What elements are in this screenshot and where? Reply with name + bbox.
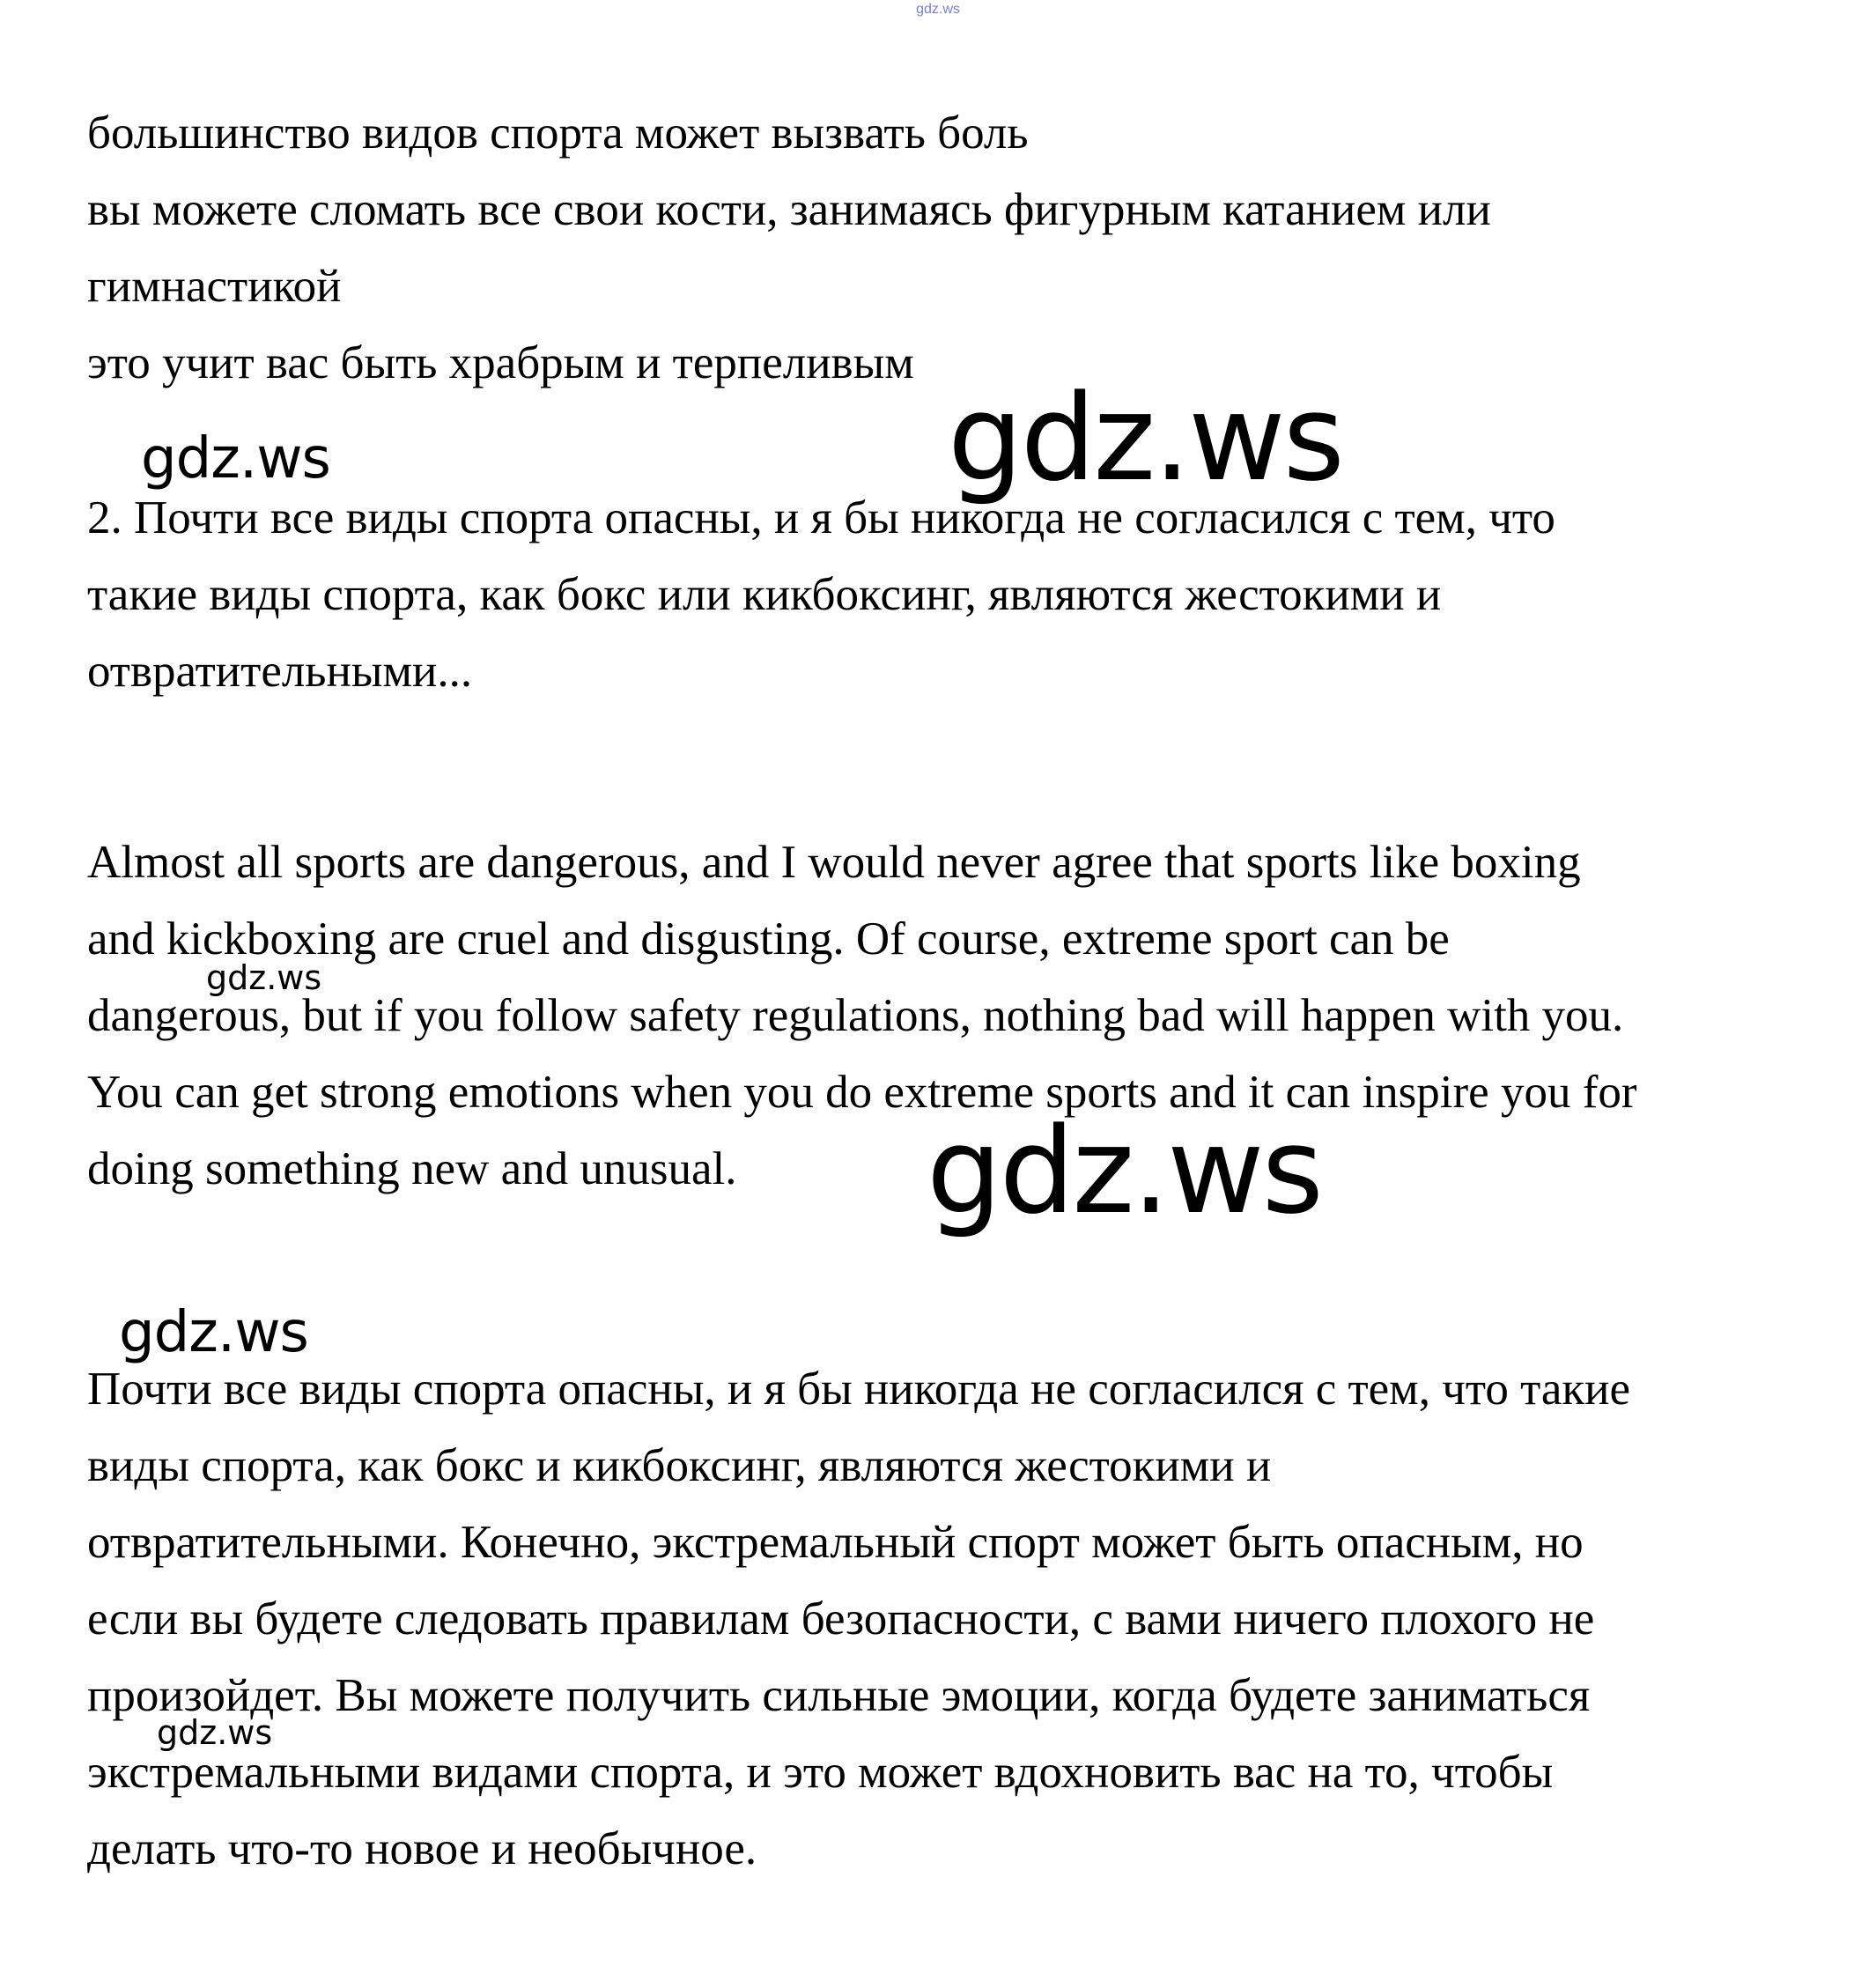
block4-line-6: экстремальными видами спорта, и это может вдохновить вас на то, чтобы [87,1747,1554,1798]
watermark-large-2: gdz.ws [927,1102,1321,1240]
block3-line-1: Almost all sports are dangerous, and I would never agree that sports like boxing [87,837,1581,888]
block4-line-5: произойдет. Вы можете получить сильные эмоции, когда будете заниматься [87,1670,1591,1721]
block1-line-4: это учит вас быть храбрым и терпеливым [87,337,914,388]
block3-line-2: and kickboxing are cruel and disgusting. Of course, extreme sport can be [87,913,1450,965]
block4-line-2: виды спорта, как бокс и кикбоксинг, являются жестокими и [87,1440,1272,1491]
header-watermark: gdz.ws [916,2,960,17]
watermark-medium-1: gdz.ws [141,426,330,492]
block2-line-1: 2. Почти все виды спорта опасны, и я бы никогда не согласился с тем, что [87,492,1555,543]
block1-line-1: большинство видов спорта может вызвать боль [87,107,1029,159]
watermark-small-1: gdz.ws [206,958,322,997]
block4-line-4: если вы будете следовать правилам безопасности, с вами ничего плохого не [87,1593,1595,1644]
block2-line-3: отвратительными... [87,646,473,697]
block3-line-3: dangerous, but if you follow safety regulations, nothing bad will happen with you. [87,990,1624,1041]
block4-line-3: отвратительными. Конечно, экстремальный спорт может быть опасным, но [87,1517,1584,1568]
block3-line-4: You can get strong emotions when you do extreme sports and it can inspire you for [87,1067,1637,1118]
block2-line-2: такие виды спорта, как бокс или кикбоксинг, являются жестокими и [87,569,1442,620]
block4-line-7: делать что-то новое и необычное. [87,1823,757,1874]
block1-line-2: вы можете сломать все свои кости, занимаясь фигурным катанием или [87,184,1491,235]
watermark-large-1: gdz.ws [948,369,1342,507]
block4-line-1: Почти все виды спорта опасны, и я бы никогда не согласился с тем, что такие [87,1364,1631,1415]
watermark-medium-2: gdz.ws [119,1300,308,1365]
block1-line-3: гимнастикой [87,261,342,312]
watermark-small-2: gdz.ws [157,1713,273,1752]
block3-line-5: doing something new and unusual. [87,1143,737,1194]
